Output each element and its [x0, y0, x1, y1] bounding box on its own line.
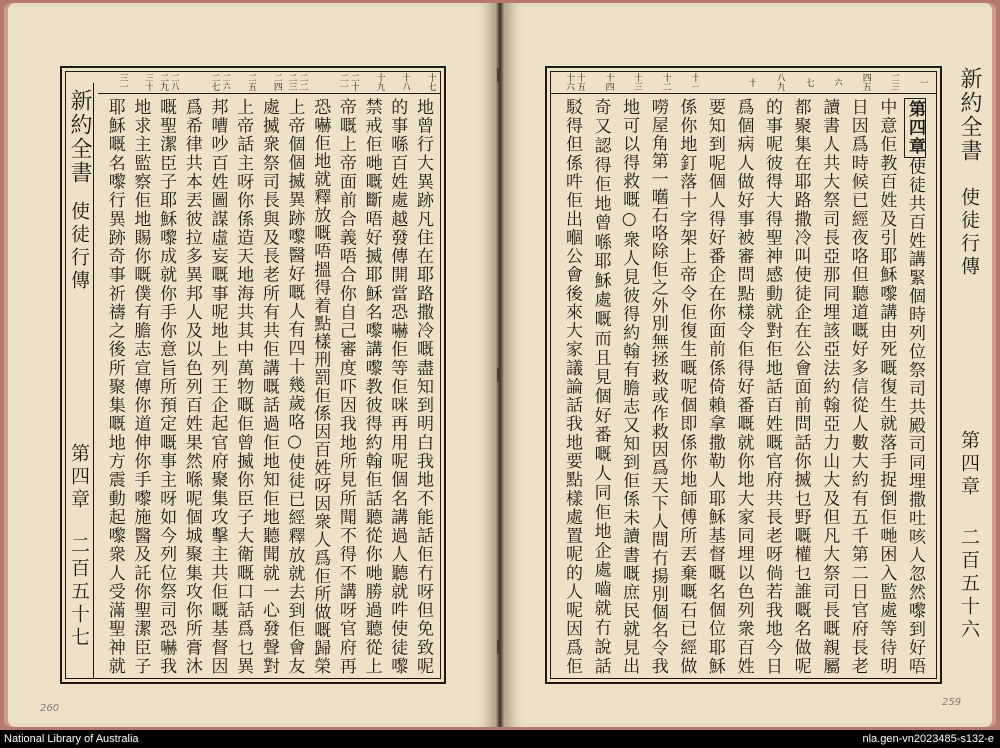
text-frame	[545, 66, 942, 684]
text-column: 的事呢彼得大得聖神感動就對佢地話百姓嘅官府共長老呀倘若我地今日	[762, 98, 783, 674]
text-column: 爲希律共本丟彼拉多異邦人及以色列百姓果然喺呢個城聚集攻你所膏沐	[181, 98, 202, 674]
verse-marker: 十二	[660, 73, 671, 91]
verse-marker: 一	[917, 77, 928, 87]
verse-marker: 二五	[246, 73, 257, 91]
verse-marker: 十八	[400, 73, 411, 91]
verse-marker: 十四	[603, 73, 614, 91]
verse-marker: 二十二一	[337, 73, 359, 91]
verse-marker: 十九	[374, 73, 385, 91]
library-credit: National Library of Australia	[4, 733, 139, 745]
verse-marker: 十七	[425, 73, 436, 91]
text-column: 耶穌嘅名嚟行異跡奇事祈禱之後所聚集嘅地方震動起嚟衆人受滿聖神就	[104, 98, 125, 674]
book-gutter	[495, 3, 505, 727]
chapter-title: 第四章	[958, 430, 980, 499]
verse-marker-strip	[551, 72, 936, 94]
text-column: 日因爲時候已經夜咯但聽道嘅好多信從人數大約有五千第二日官府長老	[847, 98, 868, 674]
verse-marker: 二二二三	[286, 73, 308, 91]
text-column: 地求主監察佢地賜你嘅僕有膽志宣傳你道伸你手嚟施醫及託你聖潔臣子	[130, 98, 151, 674]
verse-marker: 三一	[117, 73, 128, 91]
verse-marker: 二三	[889, 73, 900, 91]
verse-marker: 六	[832, 77, 843, 87]
verse-marker: 十一	[689, 73, 700, 91]
running-header	[953, 65, 983, 665]
text-column: 中意佢教百姓及引耶穌嚟講由死嘅復生就落手捉倒佢哋困入監處等待明	[876, 98, 897, 674]
text-column: 禁戒佢哋嘅斷唔好揻耶穌名嚟講嚟教彼得約翰佢話聽從你哋勝過聽從上	[361, 98, 382, 674]
text-column: 上帝話主呀你係造天地海共其中萬物嘅佢曾揻你臣子大衛嘅口話爲乜異	[233, 98, 254, 674]
verse-marker: 二八二九	[158, 73, 180, 91]
verse-marker	[308, 72, 334, 92]
verse-marker	[702, 72, 728, 92]
verse-marker: 三十	[143, 73, 154, 91]
text-column: 的事喺百姓處越發傳開當恐嚇佢等佢咪再用呢個名講過人聽就吽使徒嚟	[387, 98, 408, 674]
verse-marker: 二六二七	[209, 73, 231, 91]
text-column: 地可以得救嘅○衆人見彼得約翰有膽志又知到佢係未讀書嘅庶民就見出	[619, 98, 640, 674]
text-column: 奇又認得佢地曾喺耶穌處嘅而且見個好番嘅人同佢地企處嚙就冇說話	[590, 98, 611, 674]
text-column: 都聚集在耶路撒冷叫使徒企在公會面前問話你揻乜野嘅權乜誰嘅名做呢	[790, 98, 811, 674]
left-page	[4, 3, 495, 727]
running-title: 新約全書	[67, 89, 92, 185]
page-number: 二百五十六	[958, 527, 980, 642]
text-column: 爲個病人做好事被審問點樣令佢得好番嘅就你地大家同埋以色列衆百姓	[733, 98, 754, 674]
pencil-folio-note: 260	[40, 703, 60, 714]
chapter-title: 第四章	[68, 443, 90, 512]
text-column: 係你地釘落十字架上帝令佢復生嘅呢個即係你地師傅所丟棄嘅石已經做	[676, 98, 697, 674]
text-column: 帝嘅上帝面前合義唔合你自己審度吓因我地所見所聞不得不講呀官府再	[335, 98, 356, 674]
text-column: 讀書人共大祭司長亞那同埋該亞法約翰亞力山大及但凡大祭司長嘅親屬	[819, 98, 840, 674]
text-column: 上帝個個揻異跡嚟醫好嘅人有四十幾歲咯○使徒已經釋放就去到佢會友	[284, 98, 305, 674]
verse-marker: 十三	[632, 73, 643, 91]
verse-marker: 四五	[860, 73, 871, 91]
book-title: 使徒行傳	[958, 187, 980, 279]
text-column	[902, 98, 928, 674]
page-number: 二百五十七	[68, 535, 90, 650]
verse-marker: 二四	[271, 73, 282, 91]
verse-marker: 八九	[775, 73, 786, 91]
chapter-heading: 第四章	[904, 100, 925, 156]
book-title: 使徒行傳	[68, 201, 90, 293]
archive-footer-bar	[0, 730, 1000, 748]
text-column: 嘮屋角第一嚿石咯除佢之外別無拯救或作救因爲天下人間冇揚別個名令我	[647, 98, 668, 674]
text-column: 邦嘈吵百姓圖謀虛妄嘅事呢地上列王企起官府聚集攻擊主共佢嘅基督因	[207, 98, 228, 674]
text-column: 駁得但係吽佢出嗰公會後來大家議論話我地要點樣處置呢的人呢因爲佢	[562, 98, 582, 674]
text-frame	[60, 66, 446, 684]
verse-marker: 七	[803, 77, 814, 87]
verse-marker-strip	[98, 72, 440, 94]
text-column-body: 使徒共百姓講緊個時列位祭司共殿司同埋撒吐咳人忽然嚟到好唔	[904, 157, 925, 674]
pencil-folio-note: 259	[942, 697, 962, 708]
text-column: 恐嚇佢地就釋放嘅唔搵得着點樣刑罰佢係因百姓呀因衆人爲佢所做嘅歸榮	[310, 98, 331, 674]
running-title: 新約全書	[957, 67, 982, 163]
body-text	[98, 98, 440, 676]
text-column: 處揻衆祭司長與及長老所有共佢講嘅話過佢地知佢地聽聞就一心發聲對	[258, 98, 279, 674]
verse-marker	[179, 72, 205, 92]
verse-marker: 十五十六	[564, 73, 585, 91]
verse-marker: 十	[746, 77, 757, 87]
text-column: 地曾行大異跡凡住在耶路撒冷嘅盡知到明白我地不能話佢冇呀但免致呢	[412, 98, 433, 674]
item-identifier: nla.gen-vn2023485-s132-e	[862, 733, 994, 745]
body-text	[551, 98, 936, 676]
text-column: 要知到呢個人得好番企在你面前係倚賴拿撒勒人耶穌基督嘅名個位耶穌	[704, 98, 725, 674]
text-column: 嘅聖潔臣子耶穌嚟成就你手你意旨所預定嘅事主呀如今列位祭司恐嚇我	[156, 98, 177, 674]
right-page	[505, 3, 996, 727]
